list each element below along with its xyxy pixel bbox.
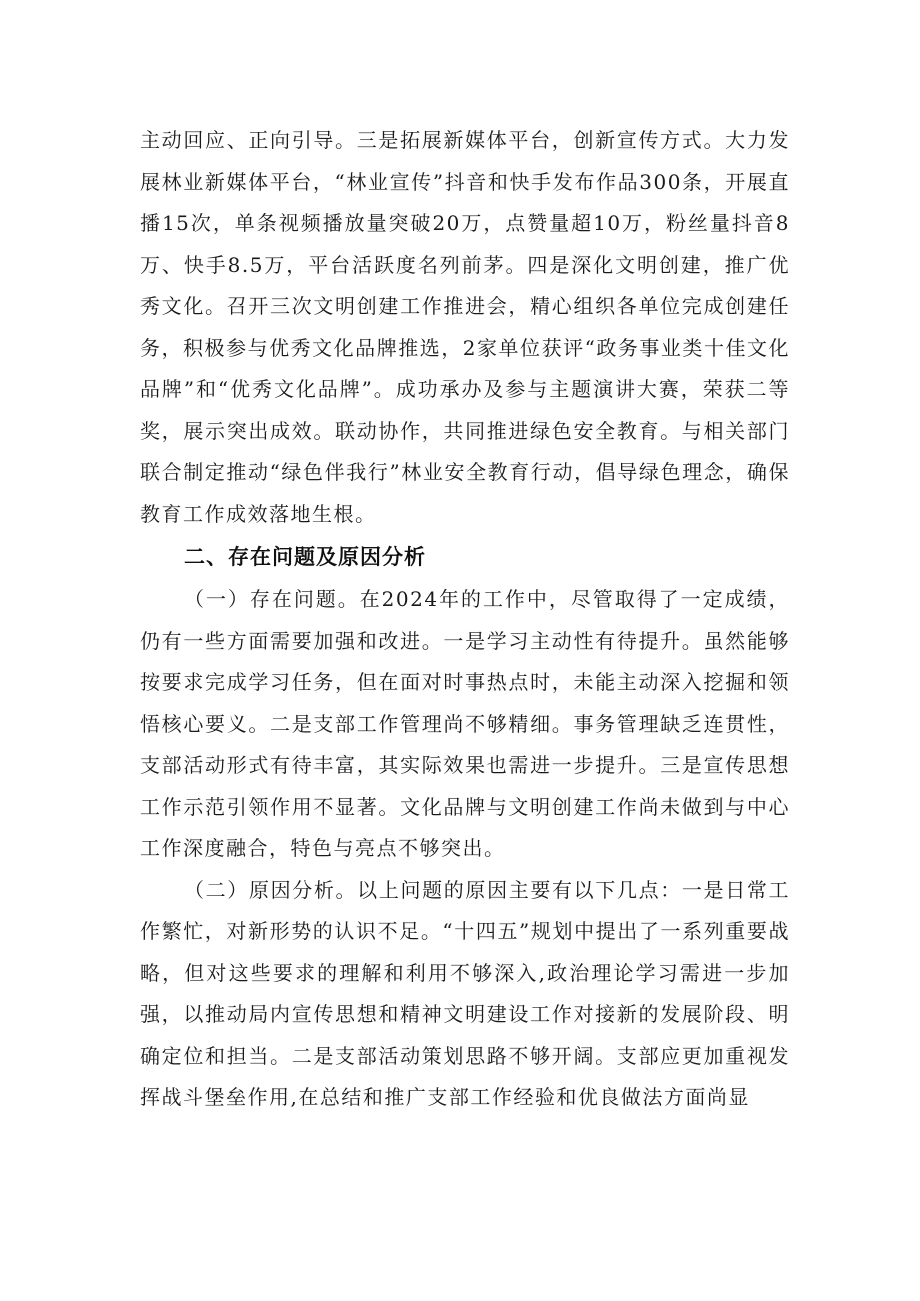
- paragraph-continued: 主动回应、正向引导。三是拓展新媒体平台，创新宣传方式。大力发展林业新媒体平台，“林业宣传”抖音和快手发布作品300条，开展直播15次，单条视频播放量突破20万，点赞量超10万，粉丝量抖音8万、快手8.5万，平台活跃度名列前茅。四是深化文明创建，推广优秀文化。召开三次文明创建工作推进会，精心组织各单位完成创建任务，积极参与优秀文化品牌推选，2家单位获评“政务事业类十佳文化品牌”和“优秀文化品牌”。成功承办及参与主题演讲大赛，荣获二等奖，展示突出成效。联动协作，共同推进绿色安全教育。与相关部门联合制定推动“绿色伴我行”林业安全教育行动，倡导绿色理念，确保教育工作成效落地生根。: [140, 128, 790, 526]
- document-body: [140, 120, 790, 1119]
- paragraph-existing-problems: （一）存在问题。在2024年的工作中，尽管取得了一定成绩，仍有一些方面需要加强和改进。一是学习主动性有待提升。虽然能够按要求完成学习任务，但在面对时事热点时，未能主动深入挖掘和领悟核心要义。二是支部工作管理尚不够精细。事务管理缺乏连贯性，支部活动形式有待丰富，其实际效果也需进一步提升。三是宣传思想工作示范引领作用不显著。文化品牌与文明创建工作尚未做到与中心工作深度融合，特色与亮点不够突出。: [140, 587, 790, 860]
- section-heading: 二、存在问题及原因分析: [184, 545, 426, 569]
- paragraph-cause-analysis: （二）原因分析。以上问题的原因主要有以下几点：一是日常工作繁忙，对新形势的认识不足。“十四五”规划中提出了一系列重要战略，但对这些要求的理解和利用不够深入,政治理论学习需进一步加强，以推动局内宣传思想和精神文明建设工作对接新的发展阶段、明确定位和担当。二是支部活动策划思路不够开阔。支部应更加重视发挥战斗堡垒作用,在总结和推广支部工作经验和优良做法方面尚显: [140, 877, 790, 1109]
